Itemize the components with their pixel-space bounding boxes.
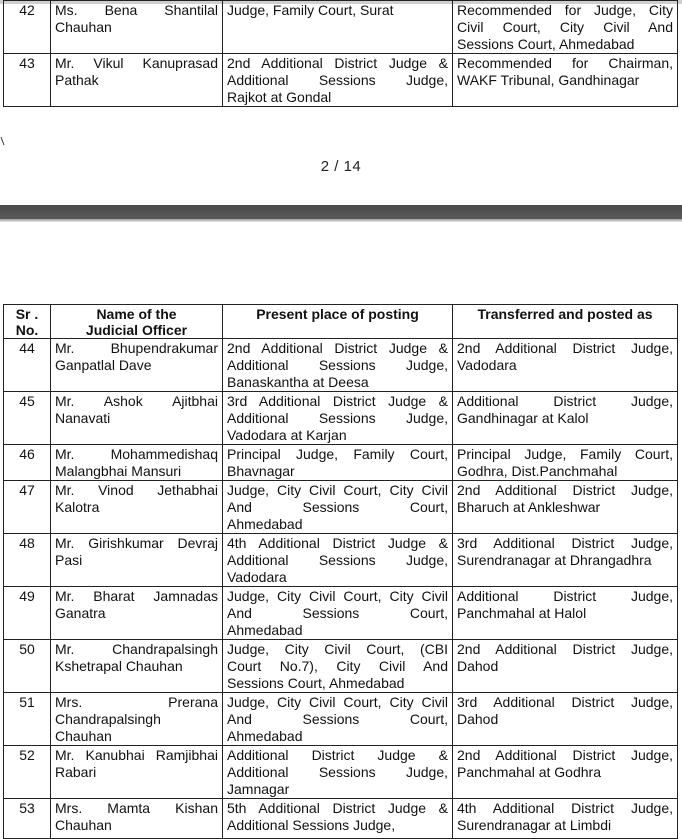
officer-name [51,693,223,746]
officer-name-line: Mr. Bhupendrakumar [55,340,218,356]
table-row [4,445,678,481]
officer-name-line: Mr. Vinod Jethabhai [55,482,218,498]
transferred-posting-line: Panchmahal at Godhra [457,764,601,780]
header-transferred-as: Transferred and posted as [453,305,678,339]
present-posting [223,339,453,392]
officer-name-line: Mr. Kanubhai Ramjibhai [55,747,218,763]
present-posting-line: Vadodara at Karjan [227,427,347,443]
transferred-posting-line: 3rd Additional District Judge, [457,694,673,710]
transferred-posting-line: Vadodara [457,357,517,373]
transferred-posting-line: Dahod [457,711,499,727]
present-posting-line: Banaskantha at Deesa [227,374,369,390]
present-posting [223,693,453,746]
transferred-posting-line: Gandhinagar at Kalol [457,410,589,426]
officer-name-line: Chauhan [55,817,112,833]
table-header-row [4,305,678,339]
transferred-posting-line: 2nd Additional District Judge, [457,340,673,356]
transferred-posting [453,746,678,799]
transferred-posting-line: Surendranagar at Limbdi [457,817,612,833]
table-row [4,746,678,799]
present-posting-line: Additional Sessions Judge, [227,410,448,426]
officer-name [51,1,223,54]
serial-number: 47 [4,481,51,534]
present-posting-line: Judge, Family Court, Surat [227,2,394,18]
page-separator-shadow [0,219,682,222]
transferred-posting-line: 2nd Additional District Judge, [457,641,673,657]
transferred-posting-line: Godhra, Dist.Panchmahal [457,463,618,479]
present-posting-line: Ahmedabad [227,728,303,744]
transferred-posting-line: Surendranagar at Dhrangadhra [457,552,652,568]
officer-name-line: Mr. Ashok Ajitbhai [55,393,218,409]
serial-number: 51 [4,693,51,746]
officer-name-line: Ganatra [55,605,106,621]
officer-name-line: Chandrapalsingh [55,711,161,727]
officer-name-line: Nanavati [55,410,111,426]
serial-number: 49 [4,587,51,640]
present-posting [223,481,453,534]
serial-number: 42 [4,1,51,54]
present-posting-line: Sessions Court, Ahmedabad [227,675,405,691]
present-posting-line: Ahmedabad [227,516,303,532]
header-sr-no: Sr . No. [4,305,51,339]
officer-name-line: Mr. Bharat Jamnadas [55,588,218,604]
present-posting-line: Additional Sessions Judge, [227,817,396,833]
transferred-posting [453,481,678,534]
officer-name-line: Pasi [55,552,83,568]
transferred-posting [453,1,678,54]
officer-name-line: Mrs. Mamta Kishan [55,800,218,816]
present-posting [223,587,453,640]
serial-number: 48 [4,534,51,587]
table-row [4,693,678,746]
present-posting [223,392,453,445]
present-posting-line: 3rd Additional District Judge & [227,393,448,409]
transferred-posting-line: Principal Judge, Family Court, [457,446,673,462]
table-row [4,587,678,640]
officer-name [51,481,223,534]
transferred-posting-line: Sessions Court, Ahmedabad [457,36,635,52]
transferred-posting-line: Bharuch at Ankleshwar [457,499,601,515]
page-separator [0,205,682,219]
officer-name-line: Ms. Bena Shantilal [55,2,218,18]
table-row [4,339,678,392]
officer-name-line: Mrs. Prerana [55,694,218,710]
present-posting [223,799,453,839]
present-posting-line: Additional Sessions Judge, [227,764,448,780]
table-row [4,1,678,54]
transferred-posting-line: 4th Additional District Judge, [457,800,673,816]
serial-number: 46 [4,445,51,481]
officer-name [51,746,223,799]
transferred-posting [453,392,678,445]
present-posting-line: And Sessions Court, [227,605,448,621]
table-row [4,534,678,587]
officer-name [51,392,223,445]
transferred-posting [453,54,678,107]
officer-name [51,445,223,481]
present-posting-line: Rajkot at Gondal [227,89,332,105]
transferred-posting-line: Additional District Judge, [457,588,673,604]
officer-name-line: Kalotra [55,499,100,515]
officer-name-line: Ganpatlal Dave [55,357,152,373]
present-posting-line: Vadodara [227,569,287,585]
present-posting-line: 4th Additional District Judge & [227,535,448,551]
transfer-table-page-1 [3,0,678,107]
table-body [4,1,678,107]
officer-name-line: Chauhan [55,728,112,744]
present-posting [223,1,453,54]
officer-name [51,339,223,392]
officer-name [51,640,223,693]
serial-number: 44 [4,339,51,392]
transferred-posting [453,693,678,746]
table-row [4,392,678,445]
transferred-posting [453,445,678,481]
transferred-posting-line: 2nd Additional District Judge, [457,747,673,763]
present-posting-line: 2nd Additional District Judge & [227,55,448,71]
officer-name-line: Mr. Girishkumar Devraj [55,535,218,551]
present-posting-line: Additional Sessions Judge, [227,552,448,568]
transferred-posting-line: Recommended for Judge, City [457,2,673,18]
serial-number: 50 [4,640,51,693]
transfer-table-page-2 [3,304,678,839]
officer-name-line: Mr. Mohammedishaq [55,446,218,462]
officer-name-line: Chauhan [55,19,112,35]
present-posting-line: Additional Sessions Judge, [227,357,448,373]
officer-name-line: Rabari [55,764,97,780]
serial-number: 43 [4,54,51,107]
officer-name [51,534,223,587]
table-row [4,54,678,107]
officer-name-line: Kshetrapal Chauhan [55,658,183,674]
serial-number: 53 [4,799,51,839]
officer-name-line: Mr. Chandrapalsingh [55,641,218,657]
transferred-posting-line: Additional District Judge, [457,393,673,409]
present-posting [223,746,453,799]
present-posting-line: Jamnagar [227,781,290,797]
present-posting-line: Judge, City Civil Court, City Civil [227,588,448,604]
officer-name-line: Malangbhai Mansuri [55,463,182,479]
transferred-posting [453,799,678,839]
table-row [4,481,678,534]
officer-name [51,587,223,640]
serial-number: 52 [4,746,51,799]
page-indicator: 2 / 14 [320,158,362,175]
present-posting [223,534,453,587]
present-posting-line: Judge, City Civil Court, City Civil [227,482,448,498]
officer-name-line: Pathak [55,72,99,88]
transferred-posting-line: 3rd Additional District Judge, [457,535,673,551]
present-posting-line: Court No.7), City Civil And [227,658,448,674]
transferred-posting [453,534,678,587]
present-posting-line: Bhavnagar [227,463,295,479]
transferred-posting-line: Civil Court, City Civil And [457,19,673,35]
present-posting-line: Ahmedabad [227,622,303,638]
serial-number: 45 [4,392,51,445]
present-posting [223,640,453,693]
present-posting-line: Judge, City Civil Court, (CBI [227,641,448,657]
header-name: Name of the Judicial Officer [51,305,223,339]
present-posting-line: And Sessions Court, [227,711,448,727]
table-body [4,339,678,839]
transferred-posting-line: Panchmahal at Halol [457,605,587,621]
present-posting-line: And Sessions Court, [227,499,448,515]
transferred-posting-line: Recommended for Chairman, [457,55,673,71]
present-posting [223,445,453,481]
table-row [4,799,678,839]
transferred-posting-line: Dahod [457,658,499,674]
present-posting-line: Judge, City Civil Court, City Civil [227,694,448,710]
present-posting-line: Additional District Judge & [227,747,448,763]
transferred-posting-line: WAKF Tribunal, Gandhinagar [457,72,640,88]
transferred-posting [453,587,678,640]
transferred-posting [453,640,678,693]
officer-name [51,799,223,839]
table-row [4,640,678,693]
present-posting-line: Additional Sessions Judge, [227,72,448,88]
present-posting-line: 5th Additional District Judge & [227,800,448,816]
margin-mark [0,133,6,143]
transferred-posting-line: 2nd Additional District Judge, [457,482,673,498]
officer-name [51,54,223,107]
transferred-posting [453,339,678,392]
present-posting [223,54,453,107]
present-posting-line: 2nd Additional District Judge & [227,340,448,356]
header-present-posting: Present place of posting [223,305,453,339]
present-posting-line: Principal Judge, Family Court, [227,446,448,462]
officer-name-line: Mr. Vikul Kanuprasad [55,55,218,71]
